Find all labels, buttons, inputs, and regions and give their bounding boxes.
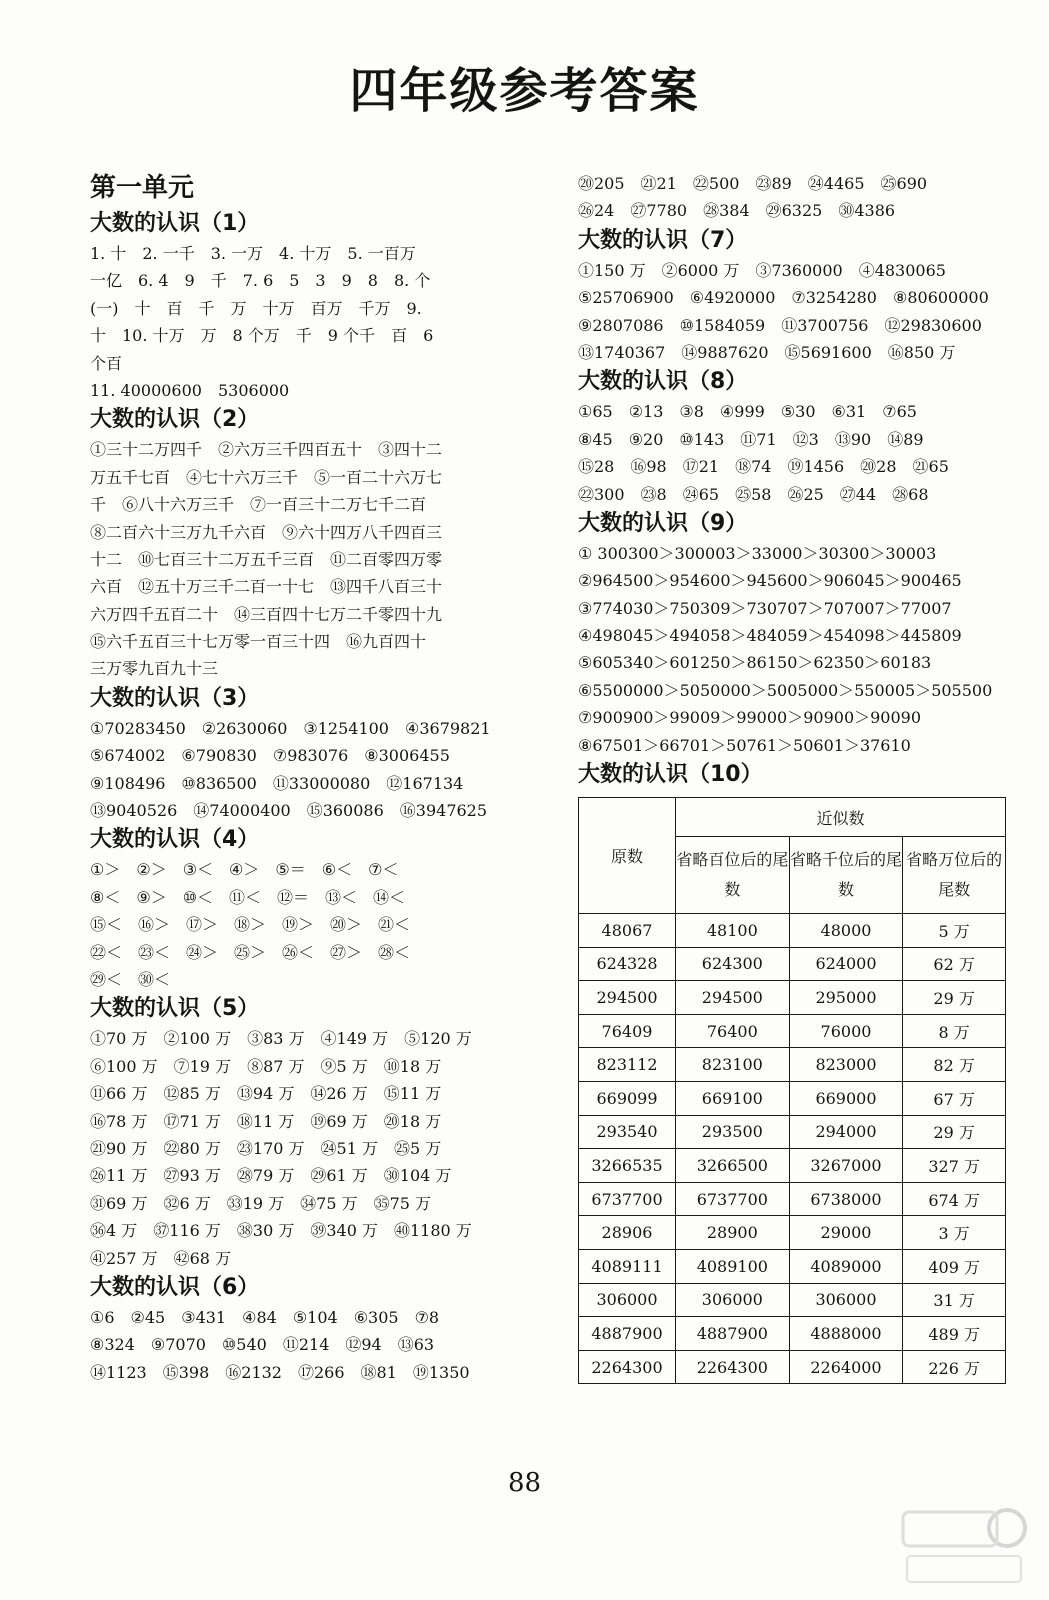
table-cell: 4089000 xyxy=(789,1249,903,1283)
table-cell: 48000 xyxy=(789,914,903,948)
section-heading-7: 大数的认识（7） xyxy=(578,227,748,253)
header-original-number: 原数 xyxy=(579,798,676,914)
answer-line: ①＞ ②＞ ③＜ ④＞ ⑤＝ ⑥＜ ⑦＜ xyxy=(90,860,399,880)
table-cell: 674 万 xyxy=(903,1182,1006,1216)
table-cell: 293540 xyxy=(579,1115,676,1149)
answer-line: ㉑90 万 ㉒80 万 ㉓170 万 ㉔51 万 ㉕5 万 xyxy=(90,1138,442,1158)
page-title: 四年级参考答案 xyxy=(349,63,700,119)
answer-line: 一亿 6. 4 9 千 7. 6 5 3 9 8 8. 个 xyxy=(90,271,431,291)
table-cell: 29 万 xyxy=(903,981,1006,1015)
left-column xyxy=(90,168,530,1386)
section-heading-2: 大数的认识（2） xyxy=(90,407,260,433)
page-number: 88 xyxy=(507,1468,542,1498)
answer-line: 六百 ⑫五十万三千二百一十七 ⑬四千八百三十 xyxy=(90,577,443,597)
table-cell: 76400 xyxy=(676,1014,790,1048)
table-body xyxy=(579,914,1006,1384)
table-row xyxy=(579,1317,1006,1351)
table-cell: 669100 xyxy=(676,1082,790,1116)
table-cell: 669099 xyxy=(579,1082,676,1116)
table-cell: 29 万 xyxy=(903,1115,1006,1149)
answer-line: ⑬1740367 ⑭9887620 ⑮5691600 ⑯850 万 xyxy=(578,342,956,362)
table-cell: 293500 xyxy=(676,1115,790,1149)
table-cell: 3 万 xyxy=(903,1216,1006,1250)
table-cell: 823112 xyxy=(579,1048,676,1082)
table-cell: 5 万 xyxy=(903,914,1006,948)
answer-line: 1. 十 2. 一千 3. 一万 4. 十万 5. 一百万 xyxy=(90,244,416,263)
table-cell: 6737700 xyxy=(579,1182,676,1216)
answer-line: ⑦900900＞99009＞99000＞90900＞90090 xyxy=(578,708,922,728)
table-cell: 294000 xyxy=(789,1115,903,1149)
answer-line: 11. 40000600 5306000 xyxy=(90,380,290,400)
table-cell: 6738000 xyxy=(789,1182,903,1216)
answer-line: ㉙＜ ㉚＜ xyxy=(90,969,171,989)
table-row xyxy=(579,1350,1006,1384)
table-cell: 624300 xyxy=(676,947,790,981)
sub-header-2: 省略千位后的尾数 xyxy=(789,837,903,914)
table-cell: 3267000 xyxy=(789,1149,903,1183)
answer-line: 三万零九百九十三 xyxy=(90,659,219,679)
answer-line: ①65 ②13 ③8 ④999 ⑤30 ⑥31 ⑦65 xyxy=(578,402,917,422)
table-cell: 823000 xyxy=(789,1048,903,1082)
answer-line: ⑥5500000＞5050000＞5005000＞550005＞505500 xyxy=(578,680,993,700)
table-cell: 28906 xyxy=(579,1216,676,1250)
table-cell: 31 万 xyxy=(903,1283,1006,1317)
table-cell: 624000 xyxy=(789,947,903,981)
watermark-logo xyxy=(899,1500,1029,1590)
answer-line: ⑳205 ㉑21 ㉒500 ㉓89 ㉔4465 ㉕690 xyxy=(578,174,928,193)
answer-line: 千 ⑥八十六万三千 ⑦一百三十二万七千二百 xyxy=(90,495,427,515)
table-cell: 48067 xyxy=(579,914,676,948)
answer-line: ②964500＞954600＞945600＞906045＞900465 xyxy=(578,571,962,591)
table-cell: 28900 xyxy=(676,1216,790,1250)
approximation-table xyxy=(578,797,1006,1384)
table-row xyxy=(579,947,1006,981)
table-cell: 327 万 xyxy=(903,1149,1006,1183)
section-heading-1: 大数的认识（1） xyxy=(90,211,260,236)
section-heading-8: 大数的认识（8） xyxy=(578,369,748,395)
right-column xyxy=(578,170,1008,1384)
answer-line: ⑤605340＞601250＞86150＞62350＞60183 xyxy=(578,653,932,673)
section-heading-6: 大数的认识（6） xyxy=(90,1274,260,1300)
table-row xyxy=(579,1216,1006,1250)
table-cell: 294500 xyxy=(579,981,676,1015)
table-cell: 2264000 xyxy=(789,1350,903,1384)
answer-line: ⑧＜ ⑨＞ ⑩＜ ⑪＜ ⑫＝ ⑬＜ ⑭＜ xyxy=(90,887,406,907)
answer-line: ㉖11 万 ㉗93 万 ㉘79 万 ㉙61 万 ㉚104 万 xyxy=(90,1166,452,1186)
unit-heading: 第一单元 xyxy=(90,173,195,203)
answer-line: ⑮六千五百三十七万零一百三十四 ⑯九百四十 xyxy=(90,632,427,652)
answer-line: ⑤674002 ⑥790830 ⑦983076 ⑧3006455 xyxy=(90,746,450,766)
table-cell: 3266500 xyxy=(676,1149,790,1183)
table-cell: 76409 xyxy=(579,1014,676,1048)
table-cell: 306000 xyxy=(676,1283,790,1317)
answer-line: ⑤25706900 ⑥4920000 ⑦3254280 ⑧80600000 xyxy=(578,288,989,308)
table-cell: 624328 xyxy=(579,947,676,981)
answer-line: 个百 xyxy=(90,353,123,373)
answer-line: ⑬9040526 ⑭74000400 ⑮360086 ⑯3947625 xyxy=(90,801,488,821)
table-row xyxy=(579,1014,1006,1048)
table-row xyxy=(579,1182,1006,1216)
answer-line: ①70 万 ②100 万 ③83 万 ④149 万 ⑤120 万 xyxy=(90,1029,472,1049)
answer-line: ⑥100 万 ⑦19 万 ⑧87 万 ⑨5 万 ⑩18 万 xyxy=(90,1056,442,1076)
sub-header-3: 省略万位后的尾数 xyxy=(903,837,1006,914)
table-cell: 4888000 xyxy=(789,1317,903,1351)
answer-line: ⑮28 ⑯98 ⑰21 ⑱74 ⑲1456 ⑳28 ㉑65 xyxy=(578,457,949,477)
answer-line: ㉖24 ㉗7780 ㉘384 ㉙6325 ㉚4386 xyxy=(578,201,896,221)
answer-line: ㉛69 万 ㉜6 万 ㉝19 万 ㉞75 万 ㉟75 万 xyxy=(90,1193,432,1213)
table-cell: 62 万 xyxy=(903,947,1006,981)
table-cell: 48100 xyxy=(676,914,790,948)
table-row xyxy=(579,981,1006,1015)
table-cell: 306000 xyxy=(789,1283,903,1317)
right-sections xyxy=(578,225,1008,759)
table-cell: 4089100 xyxy=(676,1249,790,1283)
table-cell: 2264300 xyxy=(579,1350,676,1384)
table-cell: 409 万 xyxy=(903,1249,1006,1283)
answer-line: (一) 十 百 千 万 十万 百万 千万 9. xyxy=(90,298,422,318)
section-heading-4: 大数的认识（4） xyxy=(90,827,260,853)
left-sections xyxy=(90,208,530,1386)
header-approximation: 近似数 xyxy=(676,798,1006,837)
answer-line: ⑯78 万 ⑰71 万 ⑱11 万 ⑲69 万 ⑳18 万 xyxy=(90,1111,442,1131)
answer-line: ⑮＜ ⑯＞ ⑰＞ ⑱＞ ⑲＞ ⑳＞ ㉑＜ xyxy=(90,915,411,935)
answer-line: 万五千七百 ④七十六万三千 ⑤一百二十六万七 xyxy=(90,467,443,487)
table-row xyxy=(579,1283,1006,1317)
section-heading-9: 大数的认识（9） xyxy=(578,510,748,536)
table-cell: 489 万 xyxy=(903,1317,1006,1351)
sub-header-1: 省略百位后的尾数 xyxy=(676,837,790,914)
answer-line: 十 10. 十万 万 8 个万 千 9 个千 百 6 xyxy=(90,326,434,346)
table-row xyxy=(579,1082,1006,1116)
answer-line: ⑨108496 ⑩836500 ⑪33000080 ⑫167134 xyxy=(90,773,464,793)
watermark-logo-icon xyxy=(899,1500,1029,1590)
table-cell: 295000 xyxy=(789,981,903,1015)
answer-line: ㉒＜ ㉓＜ ㉔＞ ㉕＞ ㉖＜ ㉗＞ ㉘＜ xyxy=(90,942,411,962)
answer-line: ① 300300＞300003＞33000＞30300＞30003 xyxy=(578,543,937,563)
answer-line: ⑧324 ⑨7070 ⑩540 ⑪214 ⑫94 ⑬63 xyxy=(90,1335,435,1355)
table-cell: 6737700 xyxy=(676,1182,790,1216)
table-row xyxy=(579,1048,1006,1082)
table-cell: 669000 xyxy=(789,1082,903,1116)
answer-line: ①6 ②45 ③431 ④84 ⑤104 ⑥305 ⑦8 xyxy=(90,1307,440,1327)
answer-line: ㊱4 万 ㊲116 万 ㊳30 万 ㊴340 万 ㊵1180 万 xyxy=(90,1221,472,1241)
answer-line: ⑧二百六十三万九千六百 ⑨六十四万八千四百三 xyxy=(90,522,443,542)
answer-line: 六万四千五百二十 ⑭三百四十七万二千零四十九 xyxy=(90,604,443,624)
section-heading-3: 大数的认识（3） xyxy=(90,685,260,711)
section-heading-10: 大数的认识（10） xyxy=(578,762,763,788)
table-cell: 82 万 xyxy=(903,1048,1006,1082)
answer-line: ⑧45 ⑨20 ⑩143 ⑪71 ⑫3 ⑬90 ⑭89 xyxy=(578,429,924,449)
table-cell: 3266535 xyxy=(579,1149,676,1183)
table-cell: 4089111 xyxy=(579,1249,676,1283)
answer-line: ⑪66 万 ⑫85 万 ⑬94 万 ⑭26 万 ⑮11 万 xyxy=(90,1084,442,1104)
answer-line: ③774030＞750309＞730707＞707007＞77007 xyxy=(578,598,952,618)
table-cell: 8 万 xyxy=(903,1014,1006,1048)
table-cell: 294500 xyxy=(676,981,790,1015)
answer-line: 十二 ⑩七百三十二万五千三百 ⑪二百零四万零 xyxy=(90,549,443,569)
answer-line: ⑭1123 ⑮398 ⑯2132 ⑰266 ⑱81 ⑲1350 xyxy=(90,1362,470,1382)
table-cell: 823100 xyxy=(676,1048,790,1082)
answer-line: ㊶257 万 ㊷68 万 xyxy=(90,1248,232,1268)
table-row xyxy=(579,1249,1006,1283)
answer-line: ㉒300 ㉓8 ㉔65 ㉕58 ㉖25 ㉗44 ㉘68 xyxy=(578,484,929,504)
answer-line: ⑧67501＞66701＞50761＞50601＞37610 xyxy=(578,735,911,755)
section-heading-5: 大数的认识（5） xyxy=(90,996,260,1022)
table-cell: 4887900 xyxy=(676,1317,790,1351)
answer-line: ⑨2807086 ⑩1584059 ⑪3700756 ⑫29830600 xyxy=(578,315,982,335)
right-continued-answers xyxy=(578,170,1008,225)
table-cell: 306000 xyxy=(579,1283,676,1317)
answer-line: ①70283450 ②2630060 ③1254100 ④3679821 xyxy=(90,718,491,738)
answer-line: ①三十二万四千 ②六万三千四百五十 ③四十二 xyxy=(90,440,443,460)
table-cell: 2264300 xyxy=(676,1350,790,1384)
table-cell: 29000 xyxy=(789,1216,903,1250)
answer-line: ④498045＞494058＞484059＞454098＞445809 xyxy=(578,626,962,646)
table-cell: 226 万 xyxy=(903,1350,1006,1384)
table-row xyxy=(579,914,1006,948)
table-row xyxy=(579,1115,1006,1149)
table-row xyxy=(579,1149,1006,1183)
table-cell: 67 万 xyxy=(903,1082,1006,1116)
answer-line: ①150 万 ②6000 万 ③7360000 ④4830065 xyxy=(578,260,946,280)
table-cell: 76000 xyxy=(789,1014,903,1048)
table-cell: 4887900 xyxy=(579,1317,676,1351)
